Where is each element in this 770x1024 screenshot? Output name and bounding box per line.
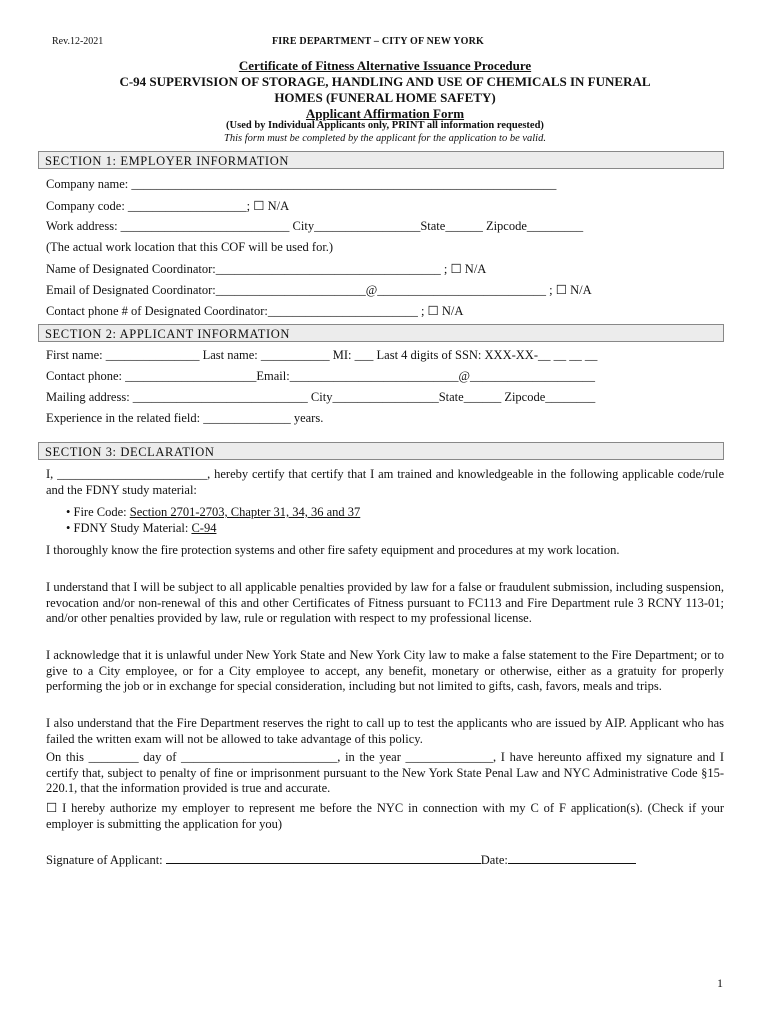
work-location-note: (The actual work location that this COF will be used for.) (46, 240, 334, 254)
coordinator-email-field[interactable]: Email of Designated Coordinator:________________________@___________________________ ; ☐ N/A (46, 283, 592, 297)
form-subtitle-2: HOMES (FUNERAL HOME SAFETY) (274, 90, 496, 105)
bullet-study-material (66, 521, 216, 536)
applicant-contact-field[interactable]: Contact phone: _____________________Email:___________________________@____________________ (46, 369, 595, 383)
paragraph-affirmation: On this ________ day of _________________________, in the year ______________, I have hereunto affixed my signature and I certify that, subject to penalty of fine or imprisonment pursuant to the New York State Penal Law and NYC Administrative Code §15-220.1, that the information provided is true and accurate. (46, 750, 724, 795)
print-instructions: (Used by Individual Applicants only, PRINT all information requested) (226, 120, 544, 131)
company-name-field[interactable]: Company name: ____________________________________________________________________ (46, 177, 557, 191)
study-material-link[interactable]: C-94 (191, 521, 217, 535)
company-code-field[interactable]: Company code: ___________________; ☐ N/A (46, 199, 290, 213)
certify-statement: I, ________________________, hereby certify that certify that I am trained and knowledgeable in the following applicable code/rule and the FDNY study material: (46, 467, 724, 497)
section-3-heading: SECTION 3: DECLARATION (38, 442, 724, 460)
applicant-name-field[interactable]: First name: _______________ Last name: ___________ MI: ___ Last 4 digits of SSN: XXX-XX-__ __ __ __ (46, 348, 598, 362)
coordinator-name-field[interactable]: Name of Designated Coordinator:____________________________________ ; ☐ N/A (46, 262, 487, 276)
paragraph-knowledge: I thoroughly know the fire protection systems and other fire safety equipment and procedures at my work location. (46, 543, 620, 557)
paragraph-false-statement: I acknowledge that it is unlawful under New York State and New York City law to make a false statement to the Fire Department; or to give to a City employee, or for a City employee to accept, any benefit, monetary or otherwise, either as a gratuity for properly performing the job or in exchange for special consideration, including but not limited to gifts, cash, favors, meals and trips. (46, 648, 724, 693)
signature-row (46, 851, 636, 868)
mailing-address-field[interactable]: Mailing address: ____________________________ City_________________State______ Zipcode________ (46, 390, 596, 404)
section-1-heading: SECTION 1: EMPLOYER INFORMATION (38, 151, 724, 169)
coordinator-phone-field[interactable]: Contact phone # of Designated Coordinator:________________________ ; ☐ N/A (46, 304, 464, 318)
experience-field[interactable]: Experience in the related field: ______________ years. (46, 411, 324, 425)
bullet-study-material-label: • FDNY Study Material: (66, 521, 192, 535)
signature-field[interactable] (166, 851, 481, 864)
paragraph-testing: I also understand that the Fire Department reserves the right to call up to test the applicants who are issued by AIP. Applicant who has failed the written exam will not be allowed to take advantage of this policy. (46, 716, 724, 746)
authorize-employer-checkbox[interactable]: ☐ I hereby authorize my employer to represent me before the NYC in connection with my C of F application(s). (Check if your employer is submitting the application for you) (46, 801, 724, 831)
department-header: FIRE DEPARTMENT – CITY OF NEW YORK (272, 36, 485, 47)
section-2-heading: SECTION 2: APPLICANT INFORMATION (38, 324, 724, 342)
form-subtitle-1: C-94 SUPERVISION OF STORAGE, HANDLING AND USE OF CHEMICALS IN FUNERAL (119, 74, 651, 89)
revision-label: Rev.12-2021 (52, 36, 104, 47)
date-label: Date: (480, 853, 508, 867)
work-address-field[interactable]: Work address: ___________________________ City_________________State______ Zipcode_________ (46, 219, 584, 233)
form-subtitle-3: Applicant Affirmation Form (305, 106, 465, 121)
bullet-fire-code-label: • Fire Code: (66, 505, 130, 519)
bullet-fire-code (66, 505, 360, 520)
validity-note: This form must be completed by the applicant for the application to be valid. (224, 133, 546, 144)
fire-code-link[interactable]: Section 2701-2703, Chapter 31, 34, 36 and 37 (129, 505, 361, 519)
paragraph-penalties: I understand that I will be subject to all applicable penalties provided by law for a false or fraudulent submission, including suspension, revocation and/or non-renewal of this and other Certificates of Fitness pursuant to FC113 and Fire Department rule 3 RCNY 113-01; and/or other penalties provided by law, rule or regulation with respect to my professional license. (46, 580, 724, 625)
signature-label: Signature of Applicant: (46, 853, 166, 867)
form-title: Certificate of Fitness Alternative Issuance Procedure (238, 58, 532, 73)
page-number: 1 (717, 976, 723, 990)
date-field[interactable] (508, 851, 636, 864)
